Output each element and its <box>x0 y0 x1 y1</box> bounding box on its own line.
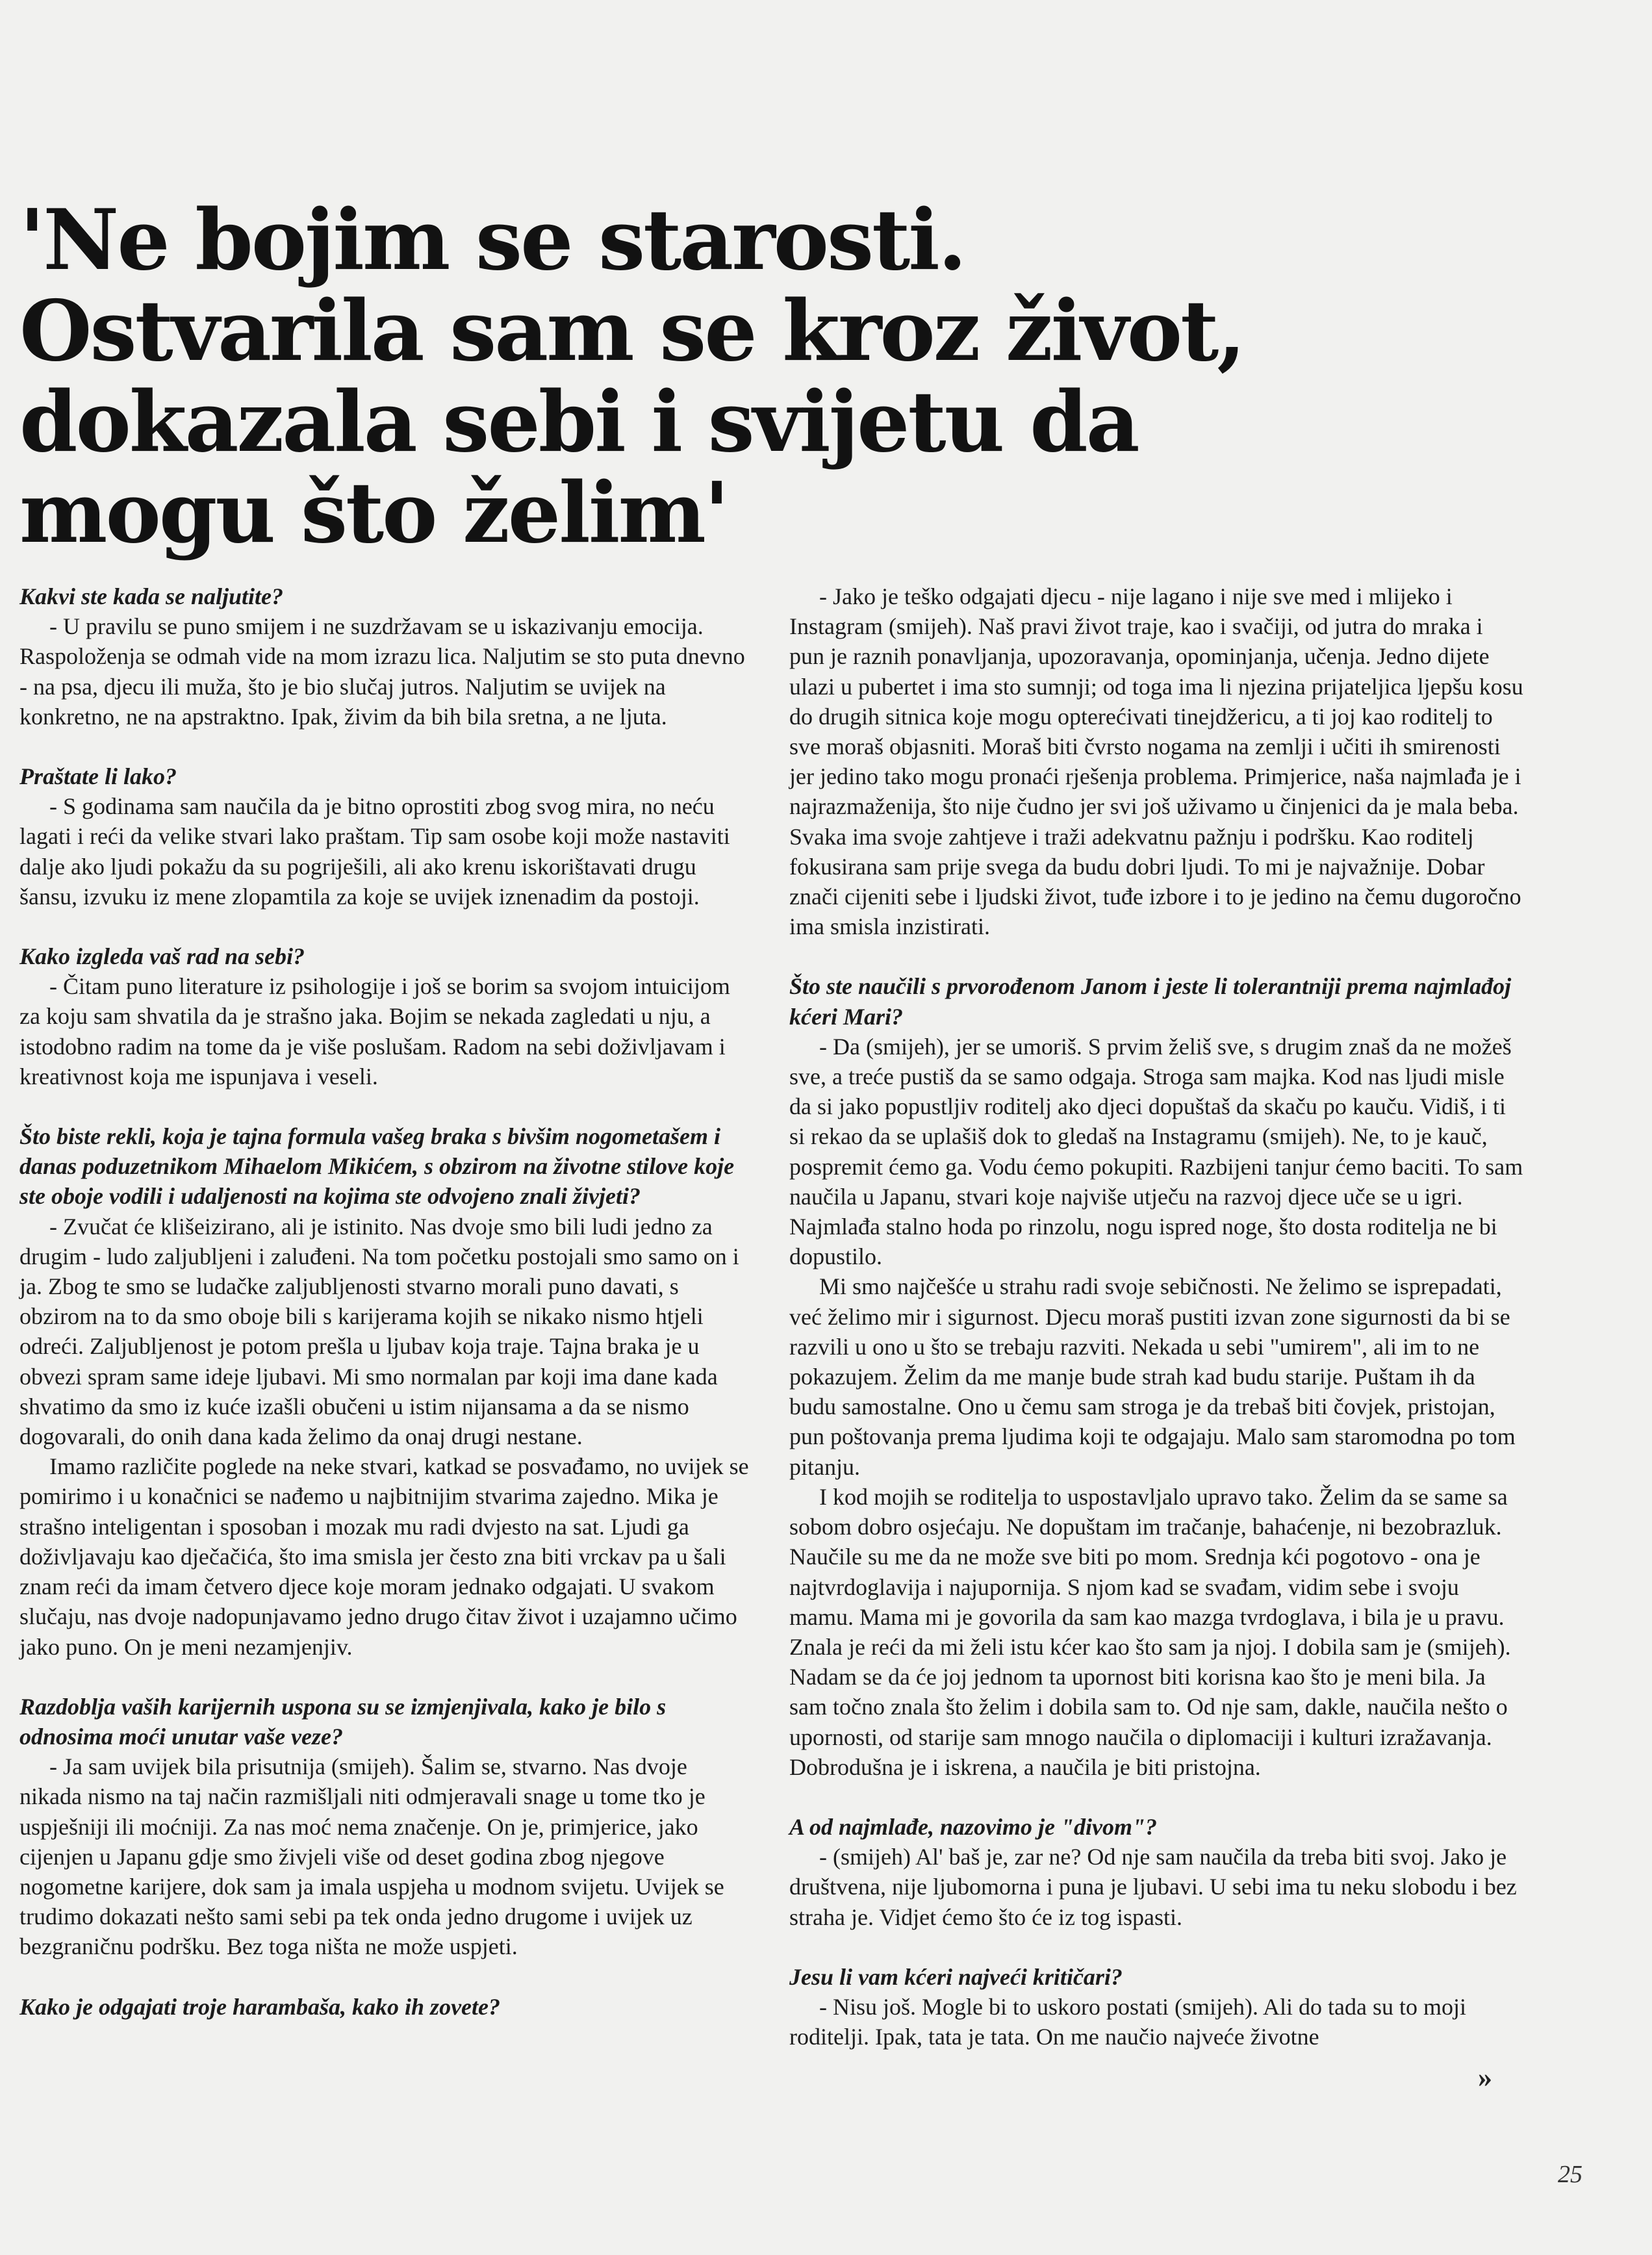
qa-block <box>789 971 1523 1781</box>
interview-question: Kako je odgajati troje harambaša, kako ih zovete? <box>19 1993 501 2020</box>
interview-answer: - Da (smijeh), jer se umoriš. S prvim želiš sve, s drugim znaš da ne možeš sve, a treće pustiš da se samo odgaja. Stroga sam majka. Kod nas ljudi misle da si jako popustljiv roditelj ako djeci dopuštaš da skaču po kauču. Vidiš, i ti si rekao da se uplašiš dok to gledaš na Instagramu (smijeh). Ne, to je kauč, pospremit ćemo ga. Vodu ćemo pokupiti. Razbijeni tanjur ćemo baciti. To sam naučila u Japanu, stvari koje najviše utječu na razvoj djece uče se u igri. Najmlađa stalno hoda po rinzolu, nogu ispred noge, što dosta roditelja ne bi dopustilo. <box>789 1033 1523 1270</box>
interview-answer: - U pravilu se puno smijem i ne suzdržavam se u iskazivanju emocija. Raspoloženja se odmah vide na mom izrazu lica. Naljutim se sto puta dnevno - na psa, djecu ili muža, što je bio slučaj jutros. Naljutim se uvijek na konkretno, ne na apstraktno. Ipak, živim da bih bila sretna, a ne ljuta. <box>19 613 745 730</box>
page-number: 25 <box>1558 2161 1582 2188</box>
interview-answer: - S godinama sam naučila da je bitno oprostiti zbog svog mira, no neću lagati i reći da velike stvari lako praštam. Tip sam osobe koji može nastaviti dalje ako ljudi pokažu da su pogriješili, ali ako krenu iskorištavati drugu šansu, izvuku iz mene zlopamtila za koje se uvijek iznenadim da postoji. <box>19 793 730 910</box>
interview-question: Što ste naučili s prvorođenom Janom i jeste li tolerantniji prema najmlađoj kćeri Mari? <box>789 973 1512 1030</box>
interview-question: Praštate li lako? <box>19 763 177 790</box>
interview-question: Razdoblja vaših karijernih uspona su se izmjenjivala, kako je bilo s odnosima moći unutar vaše veze? <box>19 1693 667 1750</box>
continue-marker: » <box>1478 2061 1492 2093</box>
interview-answer: Mi smo najčešće u strahu radi svoje sebičnosti. Ne želimo se isprepadati, već želimo mir i sigurnost. Djecu moraš pustiti izvan zone sigurnosti da bi se razvili u ono u što se trebaju razviti. Nekada u sebi "umirem", ali im to ne pokazujem. Želim da me manje bude strah kad budu starije. Puštam ih da budu samostalne. Ono u čemu sam stroga je da trebaš biti čovjek, pristojan, pun poštovanja prema ljudima koji te odgajaju. Malo sam staromodna po tom pitanju. <box>789 1273 1516 1480</box>
qa-block <box>19 581 754 732</box>
interview-answer: I kod mojih se roditelja to uspostavljalo upravo tako. Želim da se same sa sobom dobro osjećaju. Ne dopuštam im tračanje, bahaćenje, ni bezobrazluk. Naučile su me da ne može sve biti po mom. Srednja kći pogotovo - ona je najtvrdoglavija i najupornija. S njom kad se svađam, vidim sebe i svoju mamu. Mama mi je govorila da sam kao mazga tvrdoglava, i bila je u pravu. Znala je reći da mi želi istu kćer kao što sam ja njoj. I dobila sam je (smijeh). Nadam se da će joj jednom ta upornost biti korisna kao što je meni bila. Ja sam točno znala što želim i dobila sam to. Od nje sam, dakle, naučila nešto o upornosti, od starije sam mnogo naučila o diplomaciji i kulturi izražavanja. Dobrodušna je i iskrena, a naučila je biti pristojna. <box>789 1483 1511 1780</box>
interview-question: Kako izgleda vaš rad na sebi? <box>19 943 305 970</box>
qa-block <box>19 1121 754 1662</box>
qa-block <box>19 1992 754 2022</box>
headline: 'Ne bojim se starosti. Ostvarila sam se kroz život, dokazala sebi i svijetu da mogu što želim' <box>19 192 1244 562</box>
left-column <box>19 581 754 2052</box>
interview-answer: - Nisu još. Mogle bi to uskoro postati (smijeh). Ali do tada su to moji roditelji. Ipak, tata je tata. On me naučio najveće životne <box>789 1993 1466 2050</box>
qa-block <box>789 1812 1523 1932</box>
interview-question: Jesu li vam kćeri najveći kritičari? <box>789 1963 1123 1990</box>
qa-block <box>19 761 754 911</box>
interview-answer: Imamo različite poglede na neke stvari, katkad se posvađamo, no uvijek se pomirimo i u konačnici se nađemo u najbitnijim stvarima zajedno. Mika je strašno inteligentan i sposoban i mozak mu radi dvjesto na sat. Ljudi ga doživljavaju kao dječačića, što ima smisla jer često zna biti vrckav pa u šali znam reći da imam četvero djece koje moram jednako odgajati. U svakom slučaju, nas dvoje nadopunjavamo jedno drugo čitav život i uzajamno učimo jako puno. On je meni nezamjenjiv. <box>19 1453 749 1660</box>
qa-block <box>19 941 754 1091</box>
right-column <box>789 581 1523 2082</box>
qa-block <box>789 1962 1523 2052</box>
interview-answer: - Zvučat će klišeizirano, ali je istinito. Nas dvoje smo bili ludi jedno za drugim - ludo zaljubljeni i zaluđeni. Na tom početku postojali smo samo on i ja. Zbog te smo se ludačke zaljubljenosti stvarno morali puno davati, s obzirom na to da smo oboje bili s karijerama kojih se nikako nismo htjeli odreći. Zaljubljenost je potom prešla u ljubav koja traje. Tajna braka je u obvezi spram same ideje ljubavi. Mi smo normalan par koji ima dane kada shvatimo da smo iz kuće izašli obučeni u istim nijansama a da se nismo dogovarali, do onih dana kada želimo da onaj drugi nestane. <box>19 1213 739 1450</box>
interview-answer: - (smijeh) Al' baš je, zar ne? Od nje sam naučila da treba biti svoj. Jako je društvena, nije ljubomorna i puna je ljubavi. U sebi ima tu neku slobodu i bez straha je. Vidjet ćemo što će iz tog ispasti. <box>789 1844 1517 1930</box>
interview-question: Kakvi ste kada se naljutite? <box>19 583 284 609</box>
qa-block <box>19 1692 754 1962</box>
interview-answer: - Čitam puno literature iz psihologije i još se borim sa svojom intuicijom za koju sam shvatila da je strašno jaka. Bojim se nekada zagledati u nju, a istodobno radim na tome da je više poslušam. Radom na sebi doživljavam i kreativnost koja me ispunjava i veseli. <box>19 973 730 1089</box>
interview-answer: - Jako je teško odgajati djecu - nije lagano i nije sve med i mlijeko i Instagram (smijeh). Naš pravi život traje, kao i svačiji, od jutra do mraka i pun je raznih ponavljanja, upozoravanja, opominjanja, učenja. Jedno dijete ulazi u pubertet i ima sto sumnji; od toga ima li njezina prijateljica ljepšu kosu do drugih sitnica koje mogu opterećivati tinejdžericu, a ti joj kao roditelj to sve moraš objasniti. Moraš biti čvrsto nogama na zemlji i učiti ih smirenosti jer jedino tako mogu pronaći rješenja problema. Primjerice, naša najmlađa je i najrazmaženija, što nije čudno jer svi još uživamo u činjenici da je mala beba. Svaka ima svoje zahtjeve i traži adekvatnu pažnju i podršku. Kao roditelj fokusirana sam prije svega da budu dobri ljudi. To mi je najvažnije. Dobar znači cijeniti sebe i ljudski život, tuđe izbore i to je jedino na čemu dugoročno ima smisla inzistirati. <box>789 583 1523 940</box>
qa-block <box>789 581 1523 941</box>
interview-answer: - Ja sam uvijek bila prisutnija (smijeh). Šalim se, stvarno. Nas dvoje nikada nismo na taj način razmišljali niti odmjeravali snage u tome tko je uspješniji ili moćniji. Za nas moć nema značenje. On je, primjerice, jako cijenjen u Japanu gdje smo živjeli više od deset godina zbog njegove nogometne karijere, dok sam ja imala uspjeha u modnom svijetu. Uvijek se trudimo dokazati nešto sami sebi pa tek onda jedno drugome i uvijek uz bezgraničnu podršku. Bez toga ništa ne može uspjeti. <box>19 1753 724 1960</box>
interview-question: A od najmlađe, nazovimo je "divom"? <box>789 1813 1157 1840</box>
interview-question: Što biste rekli, koja je tajna formula vašeg braka s bivšim nogometašem i danas poduzetnikom Mihaelom Mikićem, s obzirom na životne stilove koje ste oboje vodili i udaljenosti na kojima ste odvojeno znali živjeti? <box>19 1123 735 1210</box>
